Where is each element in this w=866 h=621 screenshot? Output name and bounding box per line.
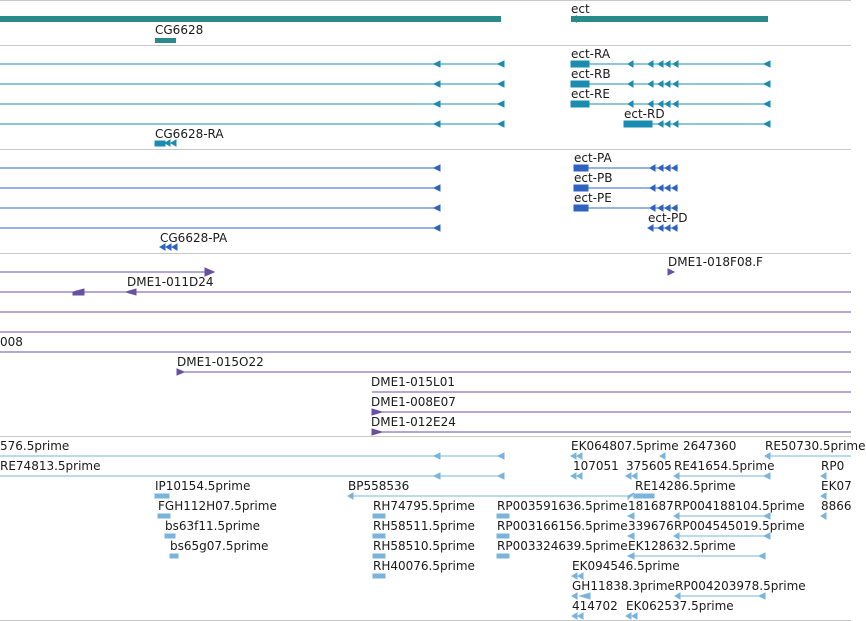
est-arrow — [498, 473, 504, 479]
est-rp003324639[interactable] — [497, 554, 509, 558]
exon-arrow — [498, 81, 504, 87]
clone-label[interactable]: DME1-008E07 — [371, 395, 456, 409]
protein-label[interactable]: ect-PD — [648, 211, 688, 225]
clone-arrow[interactable] — [73, 289, 84, 295]
est-label[interactable]: 339676 — [628, 519, 674, 533]
protein-label[interactable]: ect-PE — [574, 191, 612, 205]
est-arrow — [759, 553, 765, 559]
exon-arrow — [665, 81, 670, 87]
exon-arrow — [434, 81, 440, 87]
exon-arrow — [628, 81, 633, 87]
est-bs63f11[interactable] — [165, 534, 175, 538]
exon-arrow — [658, 121, 663, 127]
exon-arrow — [434, 225, 440, 231]
est-label[interactable]: 576.5prime — [0, 439, 70, 453]
gene-glyph-ect[interactable] — [571, 16, 768, 22]
clone-dme1-018f08f[interactable] — [668, 269, 674, 275]
clone-track — [0, 268, 851, 435]
exon-arrow — [498, 61, 504, 67]
exon-arrow — [498, 101, 504, 107]
transcript-track — [0, 61, 770, 146]
exon-arrow — [665, 121, 670, 127]
est-arrow — [764, 533, 770, 539]
est-fgh112h07[interactable] — [158, 514, 170, 518]
est-label[interactable]: IP10154.5prime — [155, 479, 251, 493]
clone-label[interactable]: 008 — [0, 335, 23, 349]
est-ip10154[interactable] — [155, 494, 169, 498]
est-arrow — [632, 613, 637, 619]
est-label[interactable]: RP003591636.5prime — [497, 499, 628, 513]
est-arrow — [498, 453, 504, 459]
clone-label[interactable]: DME1-011D24 — [127, 275, 214, 289]
clone-dme1-012e24[interactable] — [372, 429, 382, 435]
protein-label[interactable]: ect-PB — [574, 171, 613, 185]
est-label[interactable]: RH74795.5prime — [373, 499, 475, 513]
est-label[interactable]: RP0 — [821, 459, 845, 473]
exon-arrow — [498, 121, 504, 127]
transcript-cg6628-RA[interactable] — [155, 141, 165, 146]
est-label[interactable]: 107051 — [573, 459, 619, 473]
est-label[interactable]: RE74813.5prime — [0, 459, 101, 473]
exon-arrow — [673, 101, 678, 107]
transcript-label[interactable]: CG6628-RA — [155, 127, 224, 141]
transcript-ect-RE[interactable] — [571, 101, 589, 107]
exon-arrow — [764, 121, 770, 127]
exon-arrow — [673, 61, 678, 67]
exon-arrow — [672, 165, 677, 171]
exon-arrow — [650, 165, 655, 171]
exon-arrow — [672, 185, 677, 191]
clone-label[interactable]: DME1-018F08.F — [668, 255, 763, 269]
est-375605[interactable] — [626, 473, 631, 479]
est-414702[interactable] — [572, 613, 577, 619]
exon-arrow — [665, 165, 670, 171]
est-label[interactable]: RP004188104.5prime — [674, 499, 805, 513]
est-label[interactable]: bs63f11.5prime — [165, 519, 261, 533]
est-label[interactable]: RH58511.5prime — [373, 519, 475, 533]
est-label[interactable]: 8866 — [821, 499, 852, 513]
exon-arrow — [658, 81, 663, 87]
exon-arrow — [658, 185, 663, 191]
exon-arrow — [434, 101, 440, 107]
est-label[interactable]: RE50730.5prime — [765, 439, 866, 453]
protein-ect-PD[interactable] — [648, 225, 653, 231]
est-rh58511[interactable] — [373, 534, 385, 538]
est-label[interactable]: RH40076.5prime — [373, 559, 475, 573]
est-label[interactable]: RP003324639.5prime — [497, 539, 628, 553]
est-label[interactable]: EK062537.5prime — [626, 599, 734, 613]
est-label[interactable]: GH11838.3prime — [572, 579, 675, 593]
est-bp558536[interactable] — [348, 493, 353, 499]
est-arrow — [434, 473, 440, 479]
est-label[interactable]: RH58510.5prime — [373, 539, 475, 553]
protein-label[interactable]: ect-PA — [574, 151, 612, 165]
est-rh74795[interactable] — [373, 514, 385, 518]
exon-arrow — [673, 121, 678, 127]
gene-glyph-ect-left[interactable] — [0, 16, 501, 22]
est-label[interactable]: FGH112H07.5prime — [158, 499, 277, 513]
est-label[interactable]: BP558536 — [348, 479, 410, 493]
est-8866[interactable] — [821, 513, 826, 519]
exon-arrow — [434, 185, 440, 191]
exon-arrow — [665, 185, 670, 191]
est-re14286[interactable] — [634, 494, 654, 498]
exon-arrow — [658, 61, 663, 67]
gene-label-cg6628[interactable]: CG6628 — [155, 23, 204, 37]
exon-arrow — [434, 61, 440, 67]
transcript-label[interactable]: ect-RA — [571, 47, 611, 61]
exon-arrow — [764, 101, 770, 107]
exon-arrow — [648, 61, 653, 67]
exon-arrow — [434, 205, 440, 211]
est-label[interactable]: RE41654.5prime — [674, 459, 775, 473]
est-rp003591636[interactable] — [497, 514, 509, 518]
protein-label[interactable]: CG6628-PA — [160, 231, 228, 245]
est-label[interactable]: 375605 — [626, 459, 672, 473]
est-label[interactable]: RP004545019.5prime — [674, 519, 805, 533]
gene-glyph-cg6628[interactable] — [155, 38, 176, 43]
exon-arrow — [672, 225, 677, 231]
exon-arrow — [628, 61, 633, 67]
exon-arrow — [648, 81, 653, 87]
protein-ect-PE[interactable] — [574, 205, 588, 211]
clone-dme1-011d24[interactable] — [126, 289, 136, 295]
exon-arrow — [665, 61, 670, 67]
exon-arrow — [665, 225, 670, 231]
est-label[interactable]: EK094546.5prime — [572, 559, 680, 573]
est-label[interactable]: EK128632.5prime — [628, 539, 736, 553]
est-label[interactable]: EK07 — [821, 479, 852, 493]
exon-arrow — [650, 185, 655, 191]
est-arrow — [578, 613, 583, 619]
est-arrow — [764, 473, 770, 479]
exon-arrow — [673, 81, 678, 87]
est-label[interactable]: bs65g07.5prime — [170, 539, 269, 553]
clone-label[interactable]: DME1-012E24 — [371, 415, 456, 429]
est-label[interactable]: RP004203978.5prime — [675, 579, 806, 593]
est-arrow — [577, 473, 582, 479]
est-label[interactable]: RE14286.5prime — [635, 479, 736, 493]
exon-arrow — [764, 61, 770, 67]
est-label[interactable]: 181687 — [628, 499, 674, 513]
clone-label[interactable]: DME1-015L01 — [371, 375, 455, 389]
transcript-label[interactable]: ect-RE — [571, 87, 610, 101]
est-arrow — [434, 453, 440, 459]
exon-arrow — [665, 101, 670, 107]
est-bs65g07[interactable] — [170, 554, 178, 558]
transcript-ect-RD[interactable] — [624, 121, 652, 127]
est-rp003166156[interactable] — [497, 534, 509, 538]
transcript-label[interactable]: ect-RD — [624, 107, 665, 121]
transcript-label[interactable]: ect-RB — [571, 67, 611, 81]
clone-dme1-015o22[interactable] — [177, 369, 184, 375]
est-label[interactable]: RP003166156.5prime — [497, 519, 628, 533]
est-track — [0, 453, 851, 619]
est-rh58510[interactable] — [373, 554, 385, 558]
est-107051[interactable] — [571, 473, 576, 479]
exon-arrow — [434, 165, 440, 171]
est-label[interactable]: 2647360 — [683, 439, 737, 453]
gene-track — [0, 15, 768, 43]
gene-label-ect[interactable]: ect — [571, 2, 590, 16]
est-rh40076[interactable] — [373, 574, 385, 578]
exon-arrow — [658, 225, 663, 231]
clone-label[interactable]: DME1-015O22 — [177, 355, 264, 369]
exon-arrow — [658, 165, 663, 171]
exon-arrow — [764, 81, 770, 87]
est-arrow — [759, 593, 765, 599]
est-label[interactable]: EK064807.5prime — [571, 439, 679, 453]
est-label[interactable]: 414702 — [572, 599, 618, 613]
est-ek062537[interactable] — [626, 613, 631, 619]
exon-arrow — [434, 121, 440, 127]
